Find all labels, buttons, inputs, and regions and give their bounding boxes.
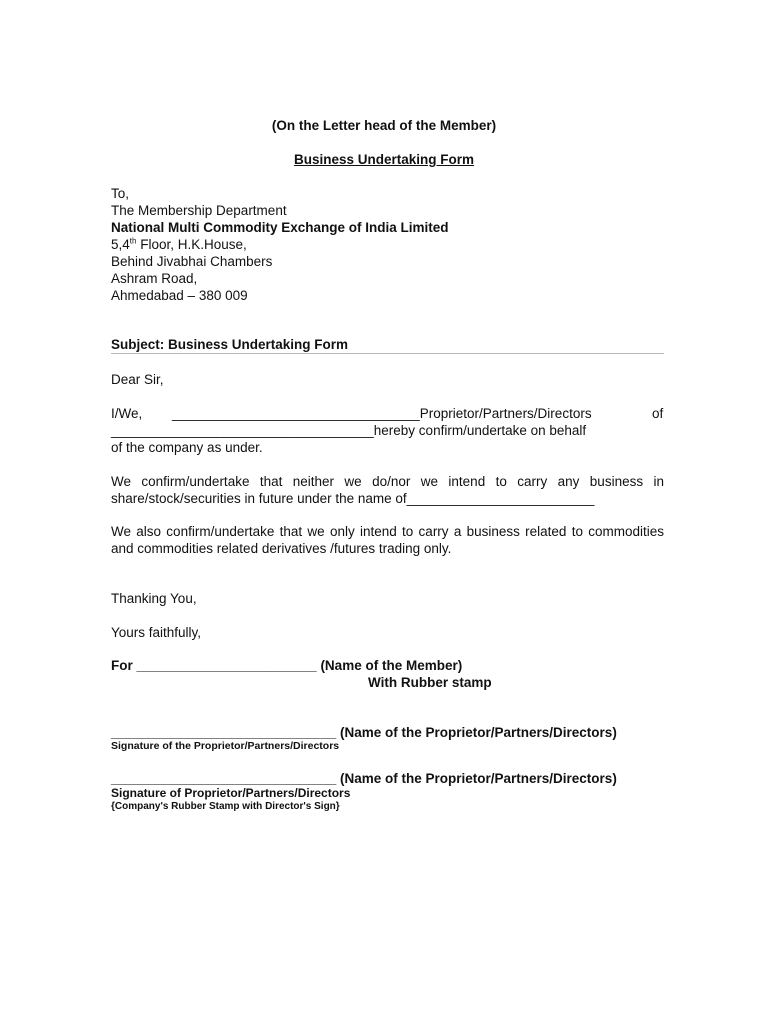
letterhead-note: (On the Letter head of the Member) xyxy=(271,118,497,133)
address-line3: Ashram Road, xyxy=(111,271,198,286)
address-line4: Ahmedabad – 380 009 xyxy=(111,288,248,303)
for-member-line: For ________________________ (Name of the Member) xyxy=(111,658,463,673)
signature-2-line: ______________________________ (Name of the Proprietor/Partners/Directors) xyxy=(111,771,617,786)
address-line1 xyxy=(111,236,247,253)
company-stamp-note: {Company's Rubber Stamp with Director's Sign} xyxy=(111,801,340,812)
form-title: Business Undertaking Form xyxy=(293,152,475,167)
address-line1-suffix: Floor, H.K.House, xyxy=(136,237,247,252)
closing-yours: Yours faithfully, xyxy=(111,625,202,640)
address-line1-prefix: 5,4 xyxy=(111,237,130,252)
paragraph-2: We confirm/undertake that neither we do/nor we intend to carry any business in share/stock/securities in future under the name of_________________________ xyxy=(111,474,664,506)
salutation: Dear Sir, xyxy=(111,372,164,387)
para1-iwe: I/We, xyxy=(111,406,143,421)
para1-blank-role: _________________________________Proprietor/Partners/Directors xyxy=(172,406,592,421)
closing-thanks: Thanking You, xyxy=(111,591,197,606)
paragraph-3: We also confirm/undertake that we only intend to carry a business related to commodities and commodities related derivatives /futures trading only. xyxy=(111,524,664,556)
signature-1-line: ______________________________ (Name of the Proprietor/Partners/Directors) xyxy=(111,725,617,740)
signature-2-caption: Signature of Proprietor/Partners/Directors xyxy=(111,786,351,800)
signature-1-caption: Signature of the Proprietor/Partners/Directors xyxy=(111,740,340,752)
address-line2: Behind Jivabhai Chambers xyxy=(111,254,273,269)
address-department: The Membership Department xyxy=(111,203,287,218)
address-line1-sup: th xyxy=(129,236,137,246)
para1-line3: of the company as under. xyxy=(111,440,263,455)
address-company: National Multi Commodity Exchange of India Limited xyxy=(111,220,449,235)
rubber-stamp-note: With Rubber stamp xyxy=(368,675,492,690)
address-to: To, xyxy=(111,186,130,201)
subject-line: Subject: Business Undertaking Form xyxy=(111,337,349,352)
para1-line2: ___________________________________hereby confirm/undertake on behalf xyxy=(111,423,587,438)
subject-divider xyxy=(111,353,664,354)
para1-of: of xyxy=(652,406,664,421)
